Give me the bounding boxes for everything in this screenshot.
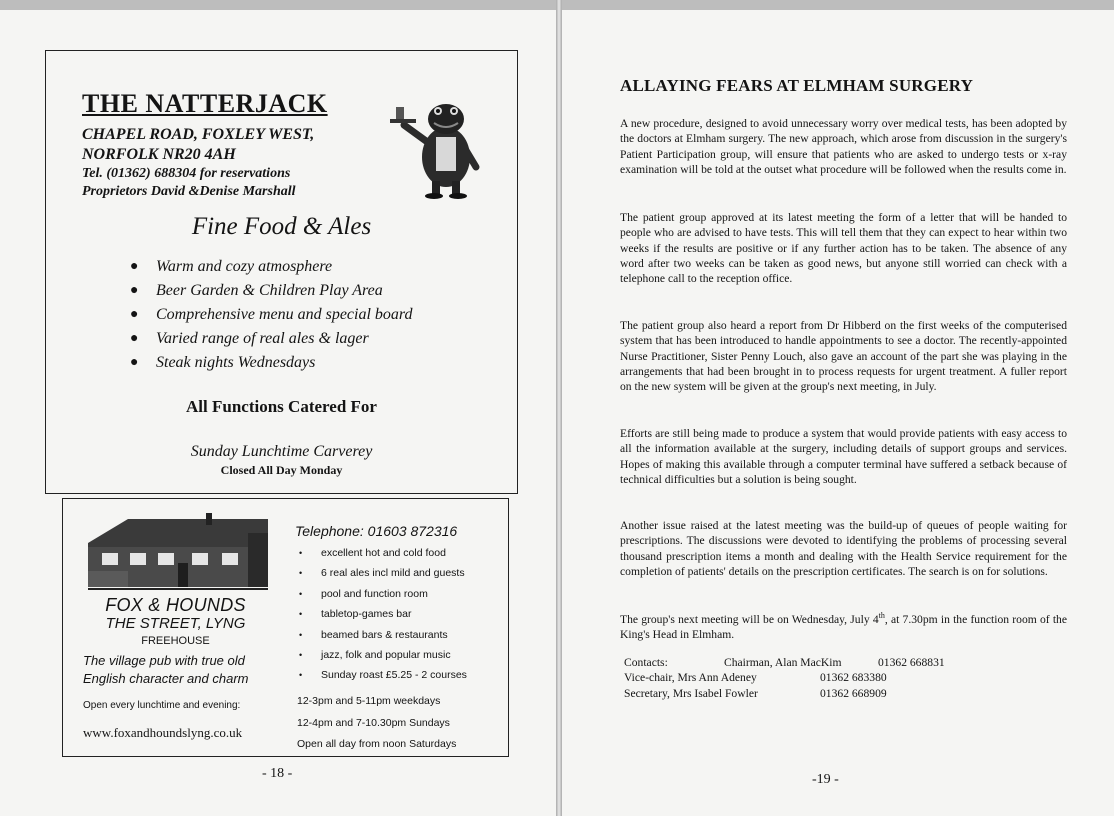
page-number: - 18 -: [262, 766, 293, 781]
hours-line: 12-4pm and 7-10.30pm Sundays: [297, 716, 450, 729]
bullet-icon: •: [299, 629, 303, 640]
bullet-icon: ●: [130, 331, 139, 346]
feature-text: Warm and cozy atmosphere: [156, 258, 333, 275]
tagline-line-1: The village pub with true old: [83, 653, 245, 668]
page-18: [0, 10, 556, 816]
bullet-icon: ●: [130, 259, 139, 274]
fox-hounds-advert: [62, 498, 509, 757]
list-item: [130, 303, 413, 327]
list-item: [130, 255, 413, 279]
feature-text: 6 real ales incl mild and guests: [321, 567, 465, 580]
feature-text: pool and function room: [321, 587, 428, 600]
list-item: [130, 327, 413, 351]
address-line-2: NORFOLK NR20 4AH: [82, 146, 236, 163]
bullet-icon: ●: [130, 283, 139, 298]
bullet-icon: •: [299, 588, 303, 599]
sunday-carvery: Sunday Lunchtime Carverey: [190, 443, 373, 460]
meeting-text-sup: th: [878, 611, 885, 620]
list-item: [297, 604, 467, 624]
bullet-icon: •: [299, 649, 303, 660]
feature-text: beamed bars & restaurants: [321, 628, 448, 641]
article-paragraph: The patient group also heard a report from Dr Hibberd on the first weeks of the computerised system that has been introduced to handle appointments to see a doctor. The recently-appointed Nurse Practitioner, Sister Penny Louch, also gave an account of the part she was playing in the arrangements that had been brought in to process requests for urgent treatment. A fuller report on the new system will be given at the group's next meeting, in July.: [620, 319, 1067, 394]
contact-phone: 01362 683380: [820, 671, 887, 685]
hours-line: 12-3pm and 5-11pm weekdays: [297, 695, 441, 707]
feature-text: Beer Garden & Children Play Area: [156, 282, 383, 299]
tagline: [83, 652, 248, 688]
website: www.foxandhoundslyng.co.uk: [83, 725, 243, 740]
list-item: [297, 584, 467, 604]
opening-note: Open every lunchtime and evening:: [83, 700, 241, 711]
feature-text: jazz, folk and popular music: [321, 648, 451, 661]
meeting-text-start: The group's next meeting will be on Wednesday, July 4: [620, 612, 879, 626]
bullet-icon: •: [299, 670, 303, 681]
meeting-text-end: , at 7.30pm in the function room of the King's Head in Elmham.: [620, 612, 1067, 642]
fox-features-list: [297, 543, 467, 686]
contact-role: Chairman, Alan MacKim: [724, 656, 842, 669]
freehouse-label: FREEHOUSE: [141, 635, 210, 647]
page-19: [562, 10, 1114, 816]
frog-waiter-illustration: [384, 89, 484, 199]
article-title: ALLAYING FEARS AT ELMHAM SURGERY: [620, 76, 974, 95]
bullet-icon: •: [299, 568, 303, 579]
natterjack-advert: [45, 50, 518, 494]
list-item: [297, 645, 467, 665]
fox-hounds-street: THE STREET, LYNG: [105, 615, 246, 632]
closed-notice: Closed All Day Monday: [220, 463, 343, 477]
bullet-icon: •: [299, 548, 303, 558]
page-number: -19 -: [812, 772, 839, 787]
contact-role: Secretary, Mrs Isabel Fowler: [624, 686, 758, 700]
natterjack-title: THE NATTERJACK: [82, 89, 328, 118]
opening-hours: [297, 691, 456, 756]
contact-role: Vice-chair, Mrs Ann Adeney: [624, 671, 757, 685]
fox-hounds-title: FOX & HOUNDS: [105, 595, 246, 615]
list-item: [297, 543, 467, 563]
contacts-label: Contacts:: [624, 656, 668, 669]
tagline-line-2: English character and charm: [83, 671, 249, 686]
article-paragraph: Efforts are still being made to produce a system that would provide patients with easy access to all the information available at the surgery, including details of support groups and services. Hopes of making this available through a computer terminal have suffered a setback because of technical difficulties but a solution is being sought.: [620, 427, 1067, 486]
proprietors: Proprietors David &Denise Marshall: [82, 184, 296, 199]
contact-phone: 01362 668831: [878, 656, 945, 669]
list-item: [297, 665, 467, 685]
feature-text: Steak nights Wednesdays: [156, 354, 316, 371]
address-line-1: CHAPEL ROAD, FOXLEY WEST,: [82, 126, 315, 143]
hours-line: Open all day from noon Saturdays: [297, 738, 457, 750]
feature-text: Sunday roast £5.25 - 2 courses: [321, 669, 467, 682]
article-paragraph: The patient group approved at its latest meeting the form of a letter that will be handed to people who are advised to have tests. This will tell them that they can expect to hear within two weeks if the results are positive or if any further action has to be taken. The absence of any word after two weeks can be taken as good news, but anyone still worried can check with a telephone call to the reception office.: [620, 211, 1067, 286]
feature-text: tabletop-games bar: [321, 608, 412, 621]
contact-phone: 01362 668909: [820, 686, 887, 700]
list-item: [130, 351, 413, 375]
list-item: [297, 563, 467, 583]
headline: Fine Food & Ales: [191, 213, 372, 240]
list-item: [297, 625, 467, 645]
list-item: [130, 279, 413, 303]
natterjack-address: [82, 125, 314, 201]
features-list: [130, 255, 413, 375]
feature-text: Comprehensive menu and special board: [156, 306, 413, 323]
feature-text: Varied range of real ales & lager: [156, 330, 369, 347]
bullet-icon: •: [299, 609, 303, 620]
feature-text: excellent hot and cold food: [321, 547, 446, 559]
pub-building-illustration: [88, 513, 268, 593]
meeting-paragraph: [620, 608, 1067, 642]
fox-telephone: Telephone: 01603 872316: [295, 523, 458, 539]
bullet-icon: ●: [130, 355, 139, 370]
article-paragraph: A new procedure, designed to avoid unnecessary worry over medical tests, has been adopted by the doctors at Elmham surgery. The new approach, which arose from discussion in the surgery's Patient Participation group, will ensure that patients who are asked to undergo tests or x-ray examination will be told at the outset what procedure will be followed when the results come in.: [620, 117, 1067, 176]
bullet-icon: ●: [130, 307, 139, 322]
functions-heading: All Functions Catered For: [186, 397, 377, 416]
telephone: Tel. (01362) 688304 for reservations: [82, 166, 291, 181]
article-paragraph: Another issue raised at the latest meeting was the build-up of queues of people waiting for prescriptions. The discussions were devoted to identifying the problems of processing several thousand prescription items a month and dealing with the Health Service requirement for the completion of patients' details on the prescription certificates. The search is on for solutions.: [620, 519, 1067, 578]
